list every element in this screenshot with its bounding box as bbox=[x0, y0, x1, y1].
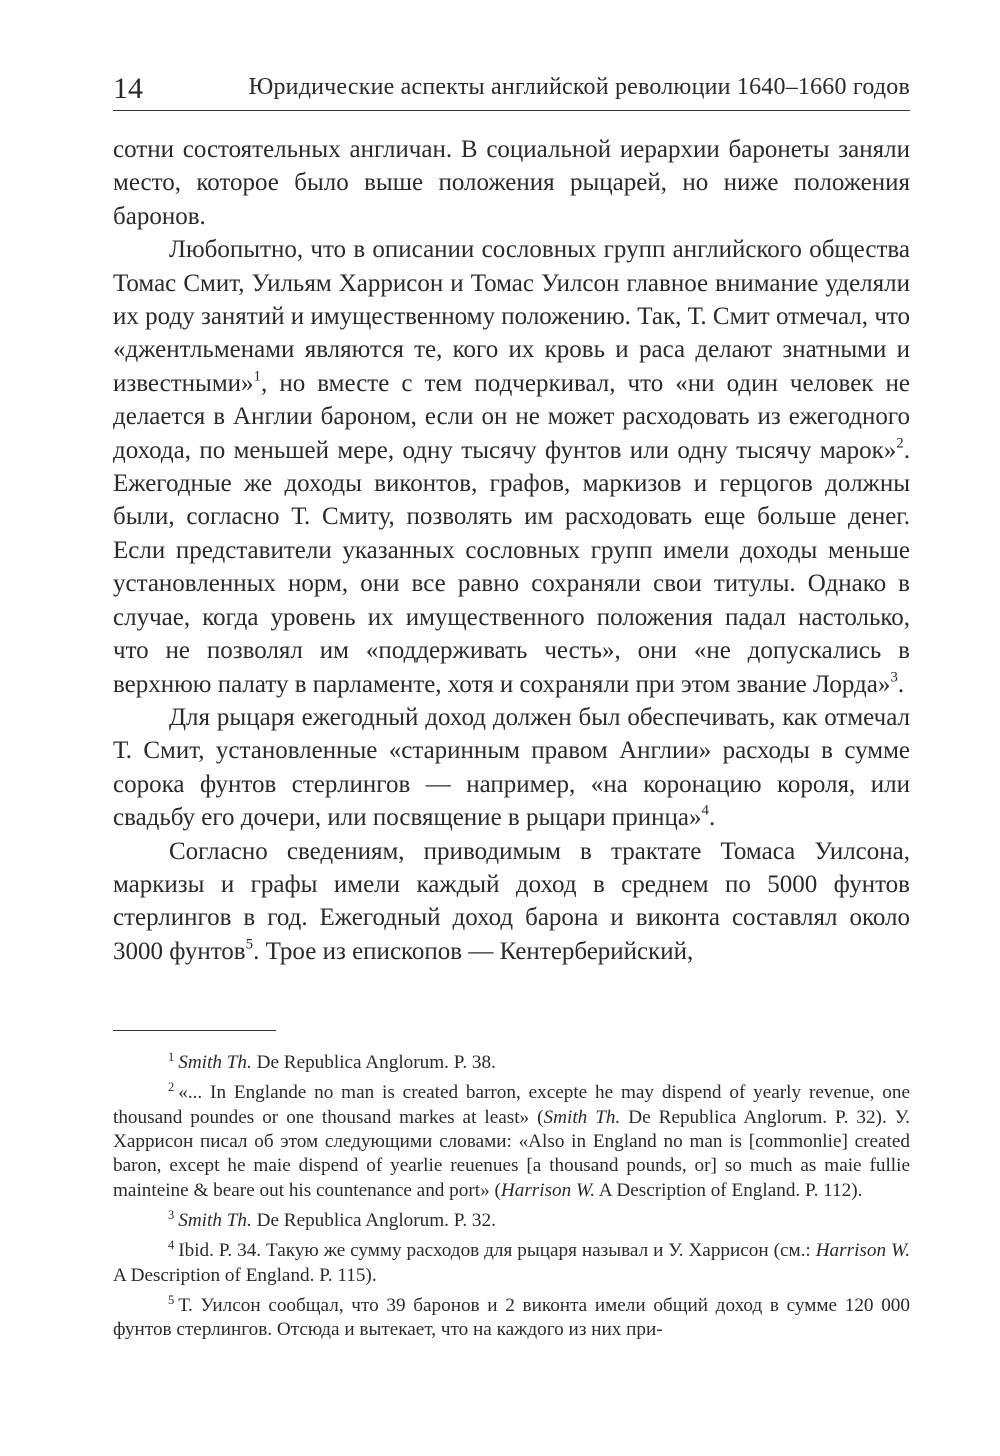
footnote-ref-1[interactable]: 1 bbox=[253, 368, 262, 385]
footnote-mark: 1 bbox=[168, 1050, 175, 1064]
page-number: 14 bbox=[113, 72, 143, 105]
footnote-mark: 2 bbox=[168, 1080, 175, 1095]
paragraph-4: Согласно сведениям, приводимым в трактате Томаса Уилсона, маркизы и графы имели каждый доход в среднем по 5000 фунтов стерлингов в год. Ежегодный доход барона и виконта составлял около 3000 фунтов$^5$. Трое из епископов — Кентерберийский, bbox=[113, 837, 910, 965]
footnote-mark: 5 bbox=[168, 1293, 175, 1308]
footnote-5: $^5$ Т. Уилсон сообщал, что 39 баронов и 2 виконта имели общий доход в сумме 120 000 фунтов стерлингов. Отсюда и вытекает, что на каждого из них при- bbox=[113, 1293, 910, 1341]
running-title: Юридические аспекты английской революции 1640–1660 годов bbox=[248, 74, 910, 100]
footnote-1: $^1$ Smith Th. De Republica Anglorum. P. 38. bbox=[168, 1050, 496, 1073]
footnote-divider bbox=[113, 1030, 276, 1031]
footnote-ref-2[interactable]: 2 bbox=[896, 435, 904, 452]
footnote-ref-5[interactable]: 5 bbox=[245, 936, 254, 953]
page-header bbox=[113, 66, 910, 111]
paragraph-1: сотни состоятельных англичан. В социальной иерархии баронеты заняли место, которое было выше положения рыцарей, но ниже положения баронов. bbox=[113, 136, 910, 230]
footnotes bbox=[113, 1045, 910, 1343]
footnote-4: $^4$ Ibid. P. 34. Такую же сумму расходов для рыцаря называл и У. Харрисон (см.: Harrison W. A Description of England. P. 115). bbox=[113, 1238, 910, 1286]
footnote-ref-4[interactable]: 4 bbox=[701, 802, 709, 819]
footnote-mark: 4 bbox=[168, 1238, 175, 1253]
paragraph-2: Любопытно, что в описании сословных групп английского общества Томас Смит, Уильям Харрисон и Томас Уилсон главное внимание уделяли их роду занятий и имущественному положению. Так, Т. Смит отмечал, что «джентльменами являются те, кого их кровь и раса делают знатными и известными»$^1$, но вместе с тем подчеркивал, что «ни один человек не делается в Англии бароном, если он не может расходовать из ежегодного дохода, по меньшей мере, одну тысячу фунтов или одну тысячу марок»$^2$. Ежегодные же доходы виконтов, графов, маркизов и герцогов должны были, согласно Т. Смиту, позволять им расходовать еще больше денег. Если представители указанных сословных групп имели доходы меньше установленных норм, они все равно сохраняли свои титулы. Однако в случае, когда уровень их имущественного положения падал настолько, что не позволял им «поддерживать честь», они «не допускались в верхнюю палату в парламенте, хотя и сохраняли при этом звание Лорда»$^3$. bbox=[113, 236, 910, 698]
main-text bbox=[113, 133, 910, 968]
paragraph-3: Для рыцаря ежегодный доход должен был обеспечивать, как отмечал Т. Смит, установленные «старинным правом Англии» расходы в сумме сорока фунтов стерлингов — например, «на коронацию короля, или свадьбу его дочери, или посвящение в рыцари принца»$^4$. bbox=[113, 703, 910, 832]
footnote-mark: 3 bbox=[168, 1208, 175, 1223]
footnote-2: $^2$ «... In Englande no man is created barron, excepte he may dispend of yearly revenue, one thousand poundes or one thousand markes at least» (Smith Th. De Republica Anglorum. P. 32). У. Харрисон писал об этом следующими словами: «Also in England no man is [commonlie] created baron, except he maie dispend of yearlie reuenues [a thousand pounds, or] so much as maie fullie mainteine & beare out his countenance and port» (Harrison W. A Description of England. P. 112). bbox=[113, 1080, 910, 1201]
footnote-ref-3[interactable]: 3 bbox=[890, 669, 898, 685]
footnote-3: $^3$ Smith Th. De Republica Anglorum. P. 32. bbox=[168, 1208, 496, 1232]
